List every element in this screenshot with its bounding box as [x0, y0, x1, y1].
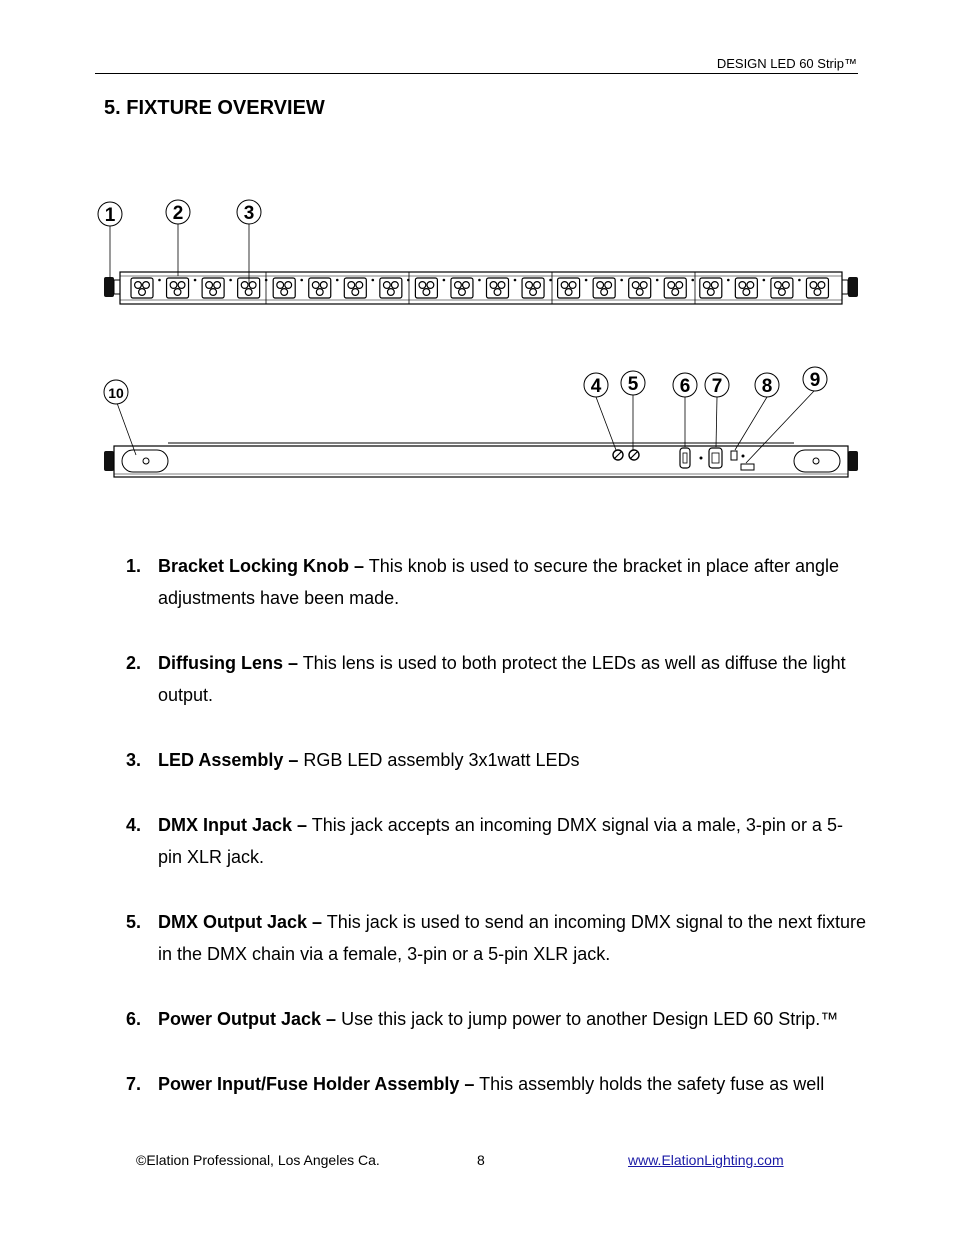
callout-label: 8 [761, 376, 773, 397]
switch-indicator [731, 451, 737, 460]
item-description: This knob is used to secure the bracket in place after angle adjustments have been made. [158, 556, 839, 608]
led-module [806, 278, 828, 298]
screw-dot [158, 279, 161, 282]
list-item [126, 809, 866, 873]
item-number: 2. [126, 653, 142, 673]
screw-dot [336, 279, 339, 282]
led-module [202, 278, 224, 298]
item-description: This jack is used to send an incoming DMX signal to the next fixture in the DMX chain via a female, 3-pin or a 5-pin XLR jack. [158, 912, 866, 964]
right-locking-knob [848, 277, 858, 297]
screw-dot [798, 279, 801, 282]
led-module [771, 278, 793, 298]
list-item [126, 1068, 866, 1100]
screw-dot [194, 279, 197, 282]
led-module [415, 278, 437, 298]
item-description: Use this jack to jump power to another Design LED 60 Strip.™ [336, 1009, 839, 1029]
website-link[interactable]: www.ElationLighting.com [628, 1152, 784, 1168]
screw-dot [585, 279, 588, 282]
led-module [735, 278, 757, 298]
footer-copyright: ©Elation Professional, Los Angeles Ca. [136, 1152, 380, 1168]
section-title: 5. FIXTURE OVERVIEW [104, 97, 325, 119]
diffusing-lens [120, 272, 842, 304]
item-term: DMX Output Jack – [158, 912, 323, 932]
led-module [487, 278, 509, 298]
led-module [522, 278, 544, 298]
led-module [131, 278, 153, 298]
component-list [126, 550, 866, 1133]
item-number: 3. [126, 750, 142, 770]
display-window [741, 464, 754, 470]
led-module [451, 278, 473, 298]
led-module [629, 278, 651, 298]
callout-label: 5 [627, 374, 639, 395]
led-module [558, 278, 580, 298]
screw-dot [478, 279, 481, 282]
screw-dot [514, 279, 517, 282]
screw-dot [763, 279, 766, 282]
item-number: 5. [126, 912, 142, 932]
screw-dot [691, 279, 694, 282]
item-description: This lens is used to both protect the LEDs as well as diffuse the light output. [158, 653, 846, 705]
screw-dot [372, 279, 375, 282]
screw-dot [407, 279, 410, 282]
list-item [126, 906, 866, 970]
rear-housing [114, 446, 848, 477]
screw-dot [443, 279, 446, 282]
list-item [126, 647, 866, 711]
callout-label: 2 [172, 203, 184, 224]
led-module [664, 278, 686, 298]
back-view [104, 443, 858, 477]
callout-label: 1 [104, 205, 116, 226]
left-locking-knob-rear [104, 451, 114, 471]
item-number: 7. [126, 1074, 142, 1094]
led-module [167, 278, 189, 298]
item-description: RGB LED assembly 3x1watt LEDs [298, 750, 580, 770]
led-module [273, 278, 295, 298]
list-item [126, 1003, 866, 1035]
item-description: This jack accepts an incoming DMX signal via a male, 3-pin or a 5-pin XLR jack. [158, 815, 843, 867]
left-locking-knob [104, 277, 114, 297]
list-item [126, 744, 866, 776]
item-term: DMX Input Jack – [158, 815, 308, 835]
item-term: LED Assembly – [158, 750, 299, 770]
power-input-fuse-holder [709, 448, 722, 468]
led-module [344, 278, 366, 298]
callout-group-front [98, 200, 261, 284]
led-module [593, 278, 615, 298]
item-term: Diffusing Lens – [158, 653, 299, 673]
item-term: Bracket Locking Knob – [158, 556, 365, 576]
right-locking-knob-rear [848, 451, 858, 471]
list-item [126, 550, 866, 614]
item-term: Power Output Jack – [158, 1009, 337, 1029]
item-number: 4. [126, 815, 142, 835]
item-number: 6. [126, 1009, 142, 1029]
screw-dot [549, 279, 552, 282]
led-module [700, 278, 722, 298]
screw-dot [727, 279, 730, 282]
screw-dot [656, 279, 659, 282]
running-header: DESIGN LED 60 Strip™ [716, 56, 857, 71]
led-module [380, 278, 402, 298]
callout-label: 6 [679, 376, 691, 397]
callout-label: 7 [711, 376, 723, 397]
item-term: Power Input/Fuse Holder Assembly – [158, 1074, 475, 1094]
item-number: 1. [126, 556, 142, 576]
power-output-jack [680, 448, 690, 468]
callout-label: 3 [243, 203, 255, 224]
front-view [104, 272, 858, 304]
screw-dot [300, 279, 303, 282]
callout-label: 9 [809, 370, 821, 391]
fixture-diagram [0, 0, 954, 520]
callout-label: 4 [590, 376, 602, 397]
led-module [309, 278, 331, 298]
screw-dot [229, 279, 232, 282]
callout-label: 10 [108, 385, 124, 401]
page-number: 8 [477, 1152, 485, 1168]
screw-dot [265, 279, 268, 282]
screw-dot [620, 279, 623, 282]
item-description: This assembly holds the safety fuse as well [474, 1074, 825, 1094]
